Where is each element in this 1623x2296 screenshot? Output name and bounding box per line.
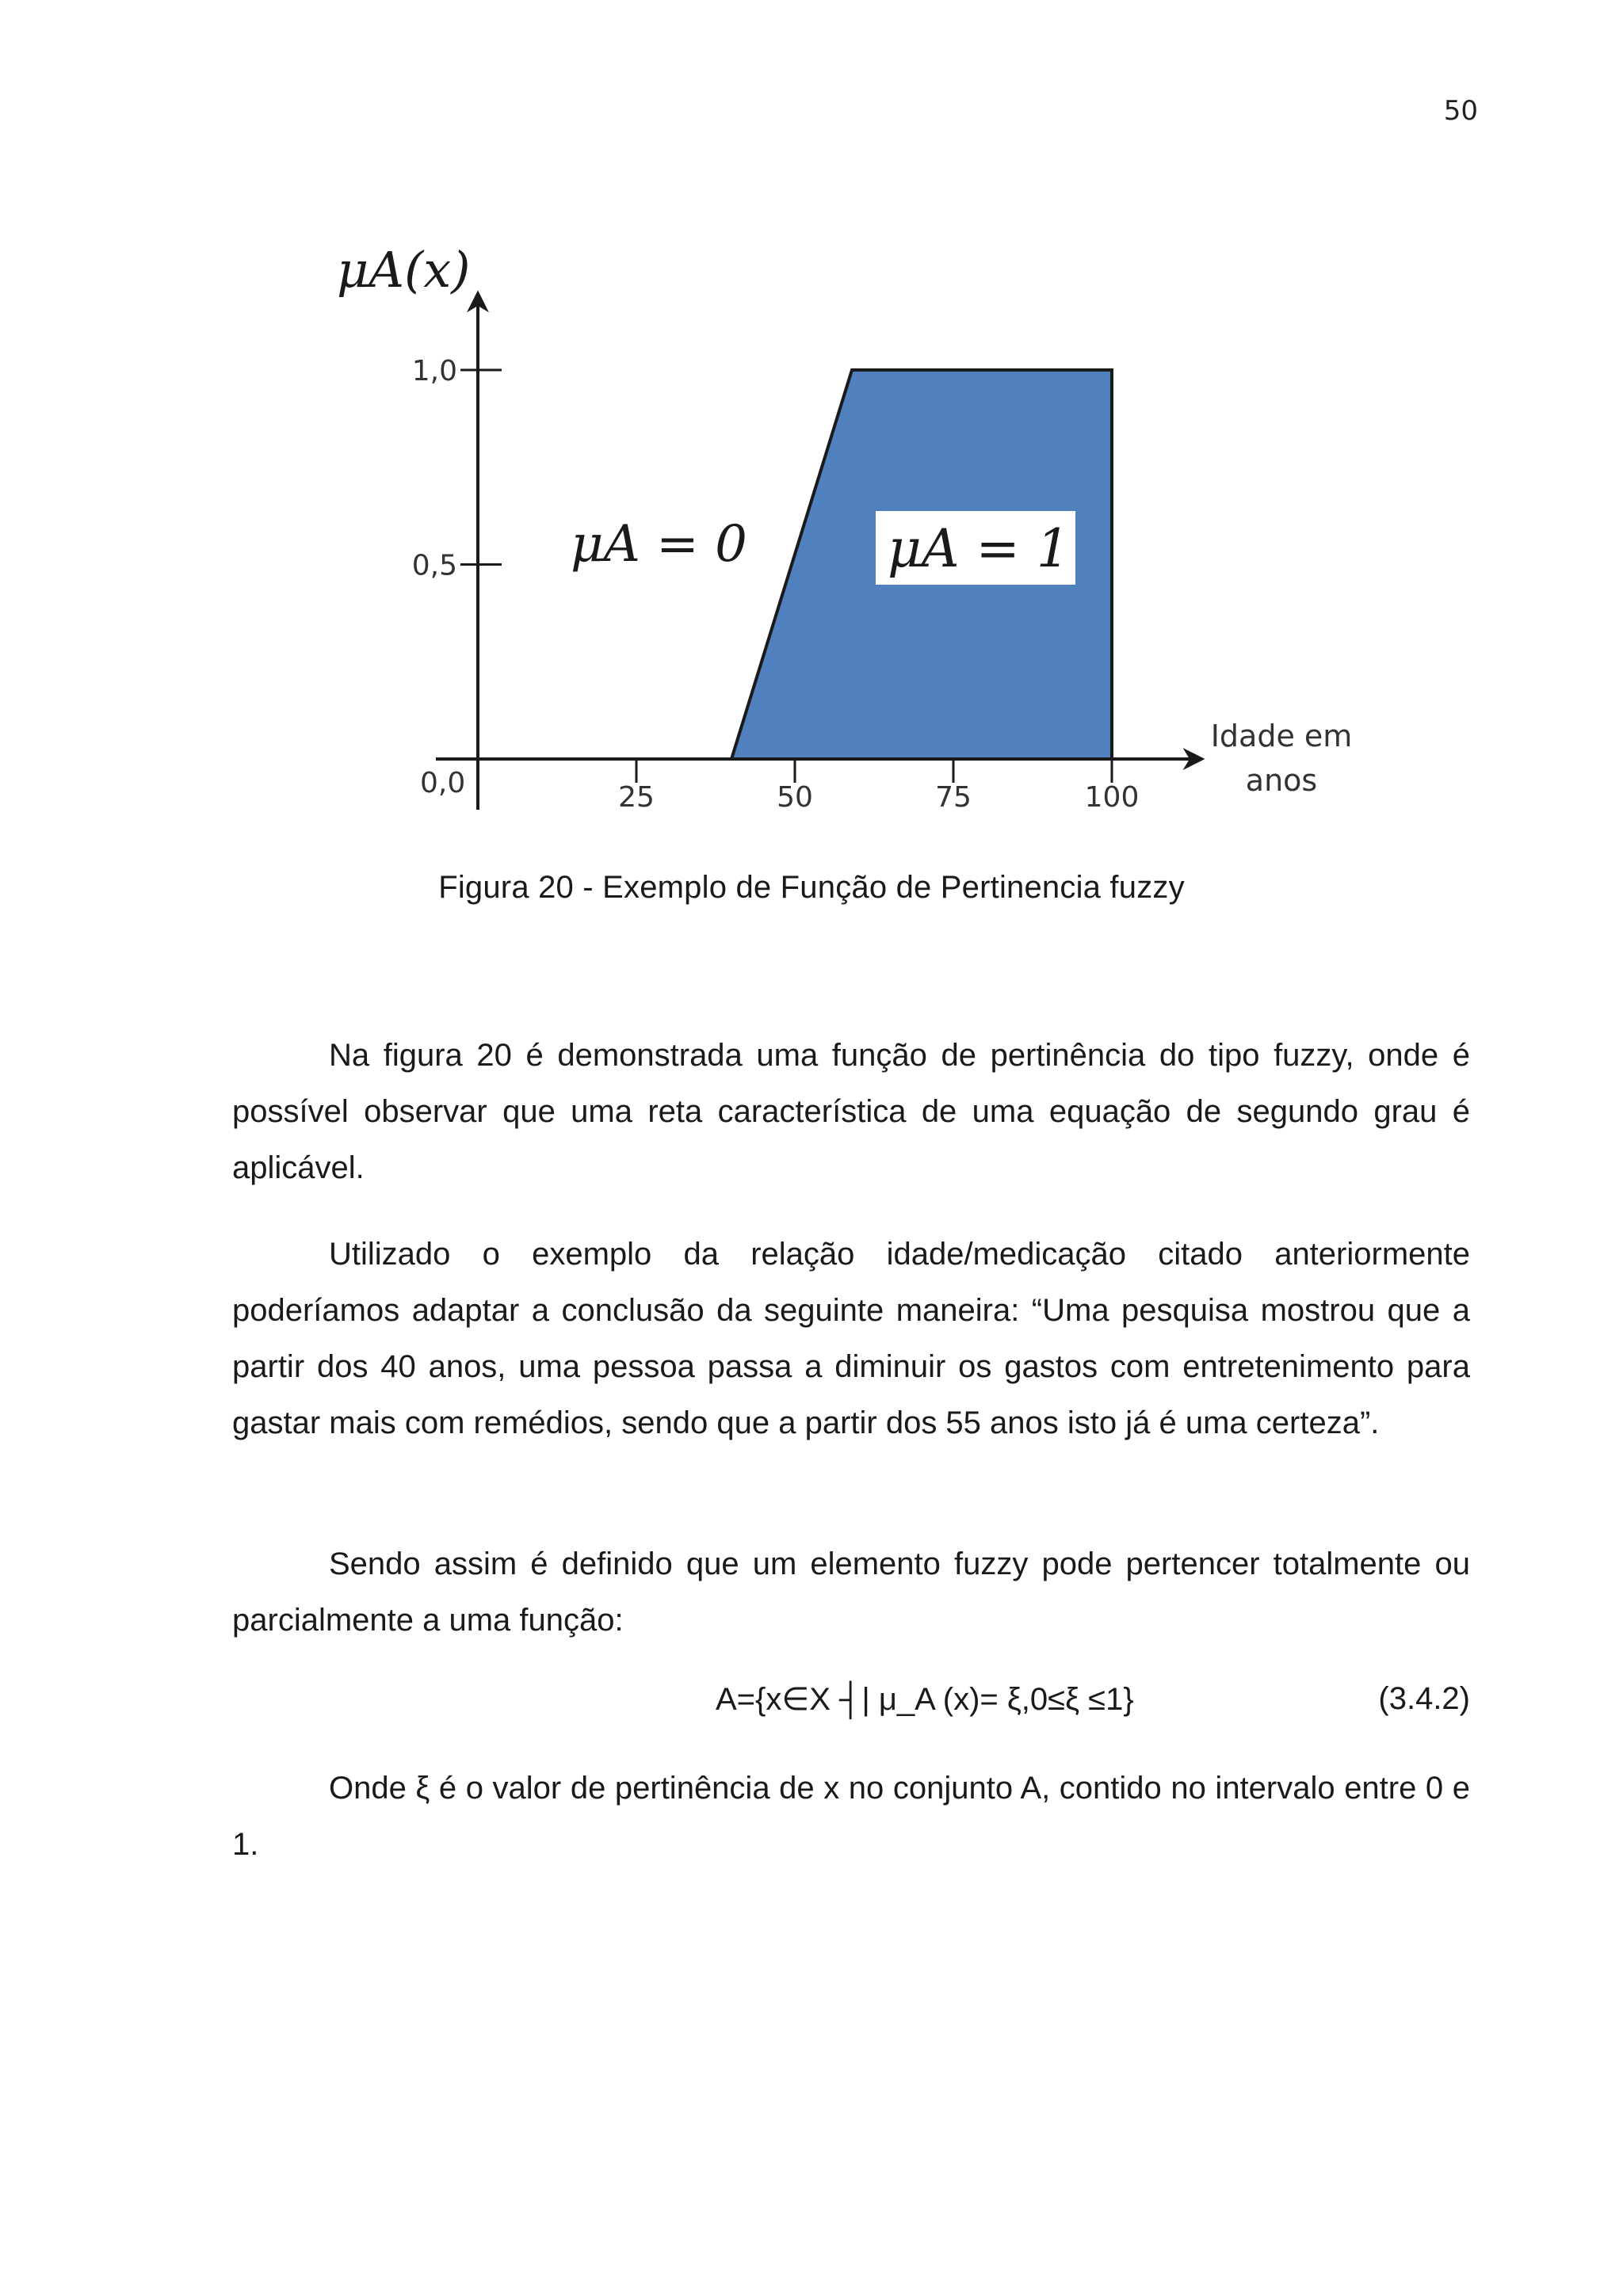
y-tick-label: 1,0 — [411, 355, 457, 387]
x-tick-label: 50 — [777, 781, 813, 814]
figure-caption: Figura 20 - Exemplo de Função de Pertinencia fuzzy — [438, 870, 1185, 905]
equation: A={x∈X ┤| μ_A (x)= ξ,0≤ξ ≤1} — [716, 1682, 1134, 1717]
paragraph-1: Na figura 20 é demonstrada uma função de pertinência do tipo fuzzy, onde é possível observar que uma reta característica de uma equação de segundo grau é aplicável. — [232, 1038, 1470, 1185]
equation-number: (3.4.2) — [1378, 1681, 1470, 1716]
membership-function-chart — [0, 0, 1623, 871]
x-tick-label: 75 — [935, 781, 972, 814]
x-tick-label: 100 — [1084, 781, 1140, 814]
page-number: 50 — [1443, 95, 1478, 127]
paragraph-3: Sendo assim é definido que um elemento fuzzy pode pertencer totalmente ou parcialmente a uma função: — [232, 1547, 1470, 1638]
y-tick-label: 0,5 — [411, 549, 457, 582]
paragraph-4: Onde ξ é o valor de pertinência de x no conjunto A, contido no intervalo entre 0 e 1. — [232, 1771, 1470, 1862]
annotation-inside: μA = 1 — [888, 518, 1070, 579]
y-axis-label: μA(x) — [337, 241, 471, 299]
x-tick-label: 25 — [618, 781, 655, 814]
annotation-outside: μA = 0 — [571, 515, 747, 574]
paragraph-2: Utilizado o exemplo da relação idade/medicação citado anteriormente poderíamos adaptar a conclusão da seguinte maneira: “Uma pesquisa mostrou que a partir dos 40 anos, uma pessoa passa a diminuir os gastos com entretenimento para gastar mais com remédios, sendo que a partir dos 55 anos isto já é uma certeza”. — [232, 1237, 1470, 1440]
origin-label: 0,0 — [420, 767, 466, 799]
x-axis-label-line2: anos — [1245, 763, 1318, 798]
x-axis-label-line1: Idade em — [1210, 719, 1353, 753]
